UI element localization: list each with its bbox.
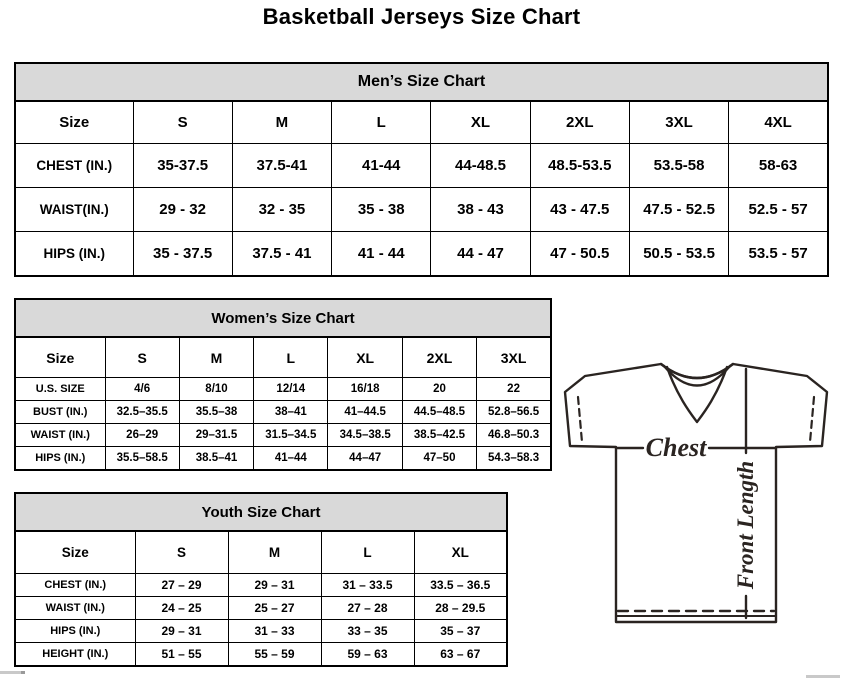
- size-value-cell: 47.5 - 52.5: [629, 188, 728, 232]
- row-label: HIPS (IN.): [15, 232, 133, 277]
- table-row: [15, 574, 507, 597]
- size-value-cell: 59 – 63: [321, 643, 414, 667]
- size-value-cell: 35 - 38: [332, 188, 431, 232]
- size-value-cell: 33.5 – 36.5: [414, 574, 507, 597]
- size-value-cell: 31.5–34.5: [254, 424, 328, 447]
- size-column-header: 3XL: [477, 337, 551, 378]
- row-label: BUST (IN.): [15, 401, 105, 424]
- size-value-cell: 8/10: [179, 378, 253, 401]
- size-column-header: M: [232, 101, 331, 144]
- page-title: Basketball Jerseys Size Chart: [262, 4, 581, 29]
- table-row: [15, 401, 551, 424]
- row-label: HEIGHT (IN.): [15, 643, 135, 667]
- youth-size-chart-table: [14, 492, 508, 667]
- size-value-cell: 32 - 35: [232, 188, 331, 232]
- scrollbar-fragment-left: [0, 671, 25, 674]
- size-value-cell: 4/6: [105, 378, 179, 401]
- row-label: WAIST(IN.): [15, 188, 133, 232]
- size-value-cell: 47 - 50.5: [530, 232, 629, 277]
- table-row: [15, 188, 828, 232]
- size-value-cell: 29–31.5: [179, 424, 253, 447]
- size-column-header: 2XL: [530, 101, 629, 144]
- row-label: WAIST (IN.): [15, 597, 135, 620]
- size-value-cell: 25 – 27: [228, 597, 321, 620]
- size-value-cell: 37.5-41: [232, 144, 331, 188]
- size-value-cell: 51 – 55: [135, 643, 228, 667]
- size-value-cell: 38–41: [254, 401, 328, 424]
- size-column-header: 4XL: [729, 101, 828, 144]
- size-value-cell: 27 – 29: [135, 574, 228, 597]
- size-column-header: L: [254, 337, 328, 378]
- table-row: [15, 643, 507, 667]
- chest-label: Chest: [645, 433, 707, 462]
- size-value-cell: 43 - 47.5: [530, 188, 629, 232]
- size-column-header: M: [179, 337, 253, 378]
- row-label: WAIST (IN.): [15, 424, 105, 447]
- size-value-cell: 38.5–42.5: [402, 424, 476, 447]
- size-value-cell: 35.5–38: [179, 401, 253, 424]
- size-column-header: XL: [414, 531, 507, 574]
- size-header-cell: Size: [15, 101, 133, 144]
- size-value-cell: 38.5–41: [179, 447, 253, 471]
- size-value-cell: 31 – 33: [228, 620, 321, 643]
- size-value-cell: 32.5–35.5: [105, 401, 179, 424]
- table-row: [15, 424, 551, 447]
- size-value-cell: 52.8–56.5: [477, 401, 551, 424]
- row-label: U.S. SIZE: [15, 378, 105, 401]
- size-value-cell: 48.5-53.5: [530, 144, 629, 188]
- size-value-cell: 53.5 - 57: [729, 232, 828, 277]
- size-value-cell: 35.5–58.5: [105, 447, 179, 471]
- size-column-header: S: [135, 531, 228, 574]
- size-value-cell: 47–50: [402, 447, 476, 471]
- size-value-cell: 58-63: [729, 144, 828, 188]
- size-value-cell: 44.5–48.5: [402, 401, 476, 424]
- table-row: [15, 597, 507, 620]
- size-value-cell: 31 – 33.5: [321, 574, 414, 597]
- size-value-cell: 35 - 37.5: [133, 232, 232, 277]
- size-value-cell: 35 – 37: [414, 620, 507, 643]
- mens-size-chart-table: [14, 62, 829, 277]
- size-value-cell: 41–44.5: [328, 401, 402, 424]
- size-value-cell: 26–29: [105, 424, 179, 447]
- size-value-cell: 16/18: [328, 378, 402, 401]
- size-value-cell: 22: [477, 378, 551, 401]
- size-header-cell: Size: [15, 531, 135, 574]
- row-label: CHEST (IN.): [15, 144, 133, 188]
- size-column-header: L: [321, 531, 414, 574]
- table-row: [15, 447, 551, 471]
- size-value-cell: 54.3–58.3: [477, 447, 551, 471]
- size-value-cell: 44–47: [328, 447, 402, 471]
- size-value-cell: 46.8–50.3: [477, 424, 551, 447]
- column-header-row: [15, 101, 828, 144]
- table-row: [15, 620, 507, 643]
- jersey-measurement-diagram: [557, 358, 839, 624]
- size-column-header: XL: [328, 337, 402, 378]
- size-value-cell: 41–44: [254, 447, 328, 471]
- size-column-header: S: [105, 337, 179, 378]
- size-value-cell: 27 – 28: [321, 597, 414, 620]
- size-value-cell: 29 - 32: [133, 188, 232, 232]
- size-value-cell: 24 – 25: [135, 597, 228, 620]
- size-value-cell: 12/14: [254, 378, 328, 401]
- size-column-header: XL: [431, 101, 530, 144]
- scrollbar-fragment-right: [806, 675, 840, 678]
- jersey-outline: [565, 364, 827, 622]
- youth-table-title: Youth Size Chart: [15, 493, 507, 531]
- size-column-header: S: [133, 101, 232, 144]
- table-row: [15, 144, 828, 188]
- size-column-header: L: [332, 101, 431, 144]
- size-column-header: 3XL: [629, 101, 728, 144]
- size-value-cell: 35-37.5: [133, 144, 232, 188]
- size-value-cell: 41 - 44: [332, 232, 431, 277]
- row-label: CHEST (IN.): [15, 574, 135, 597]
- size-value-cell: 52.5 - 57: [729, 188, 828, 232]
- size-value-cell: 37.5 - 41: [232, 232, 331, 277]
- size-value-cell: 44 - 47: [431, 232, 530, 277]
- row-label: HIPS (IN.): [15, 620, 135, 643]
- column-header-row: [15, 531, 507, 574]
- size-value-cell: 29 – 31: [135, 620, 228, 643]
- size-header-cell: Size: [15, 337, 105, 378]
- table-row: [15, 232, 828, 277]
- front-length-label: Front Length: [733, 460, 758, 590]
- mens-table-title: Men’s Size Chart: [15, 63, 828, 101]
- size-value-cell: 20: [402, 378, 476, 401]
- table-row: [15, 378, 551, 401]
- size-value-cell: 50.5 - 53.5: [629, 232, 728, 277]
- size-value-cell: 41-44: [332, 144, 431, 188]
- womens-table: [14, 298, 552, 471]
- size-value-cell: 34.5–38.5: [328, 424, 402, 447]
- size-value-cell: 53.5-58: [629, 144, 728, 188]
- size-value-cell: 28 – 29.5: [414, 597, 507, 620]
- womens-table-title: Women’s Size Chart: [15, 299, 551, 337]
- size-value-cell: 38 - 43: [431, 188, 530, 232]
- mens-table: [14, 62, 829, 277]
- jersey-diagram-icon: [557, 358, 839, 624]
- size-column-header: 2XL: [402, 337, 476, 378]
- column-header-row: [15, 337, 551, 378]
- size-value-cell: 29 – 31: [228, 574, 321, 597]
- size-value-cell: 55 – 59: [228, 643, 321, 667]
- size-column-header: M: [228, 531, 321, 574]
- womens-size-chart-table: [14, 298, 552, 471]
- size-value-cell: 44-48.5: [431, 144, 530, 188]
- size-value-cell: 63 – 67: [414, 643, 507, 667]
- row-label: HIPS (IN.): [15, 447, 105, 471]
- youth-table: [14, 492, 508, 667]
- size-value-cell: 33 – 35: [321, 620, 414, 643]
